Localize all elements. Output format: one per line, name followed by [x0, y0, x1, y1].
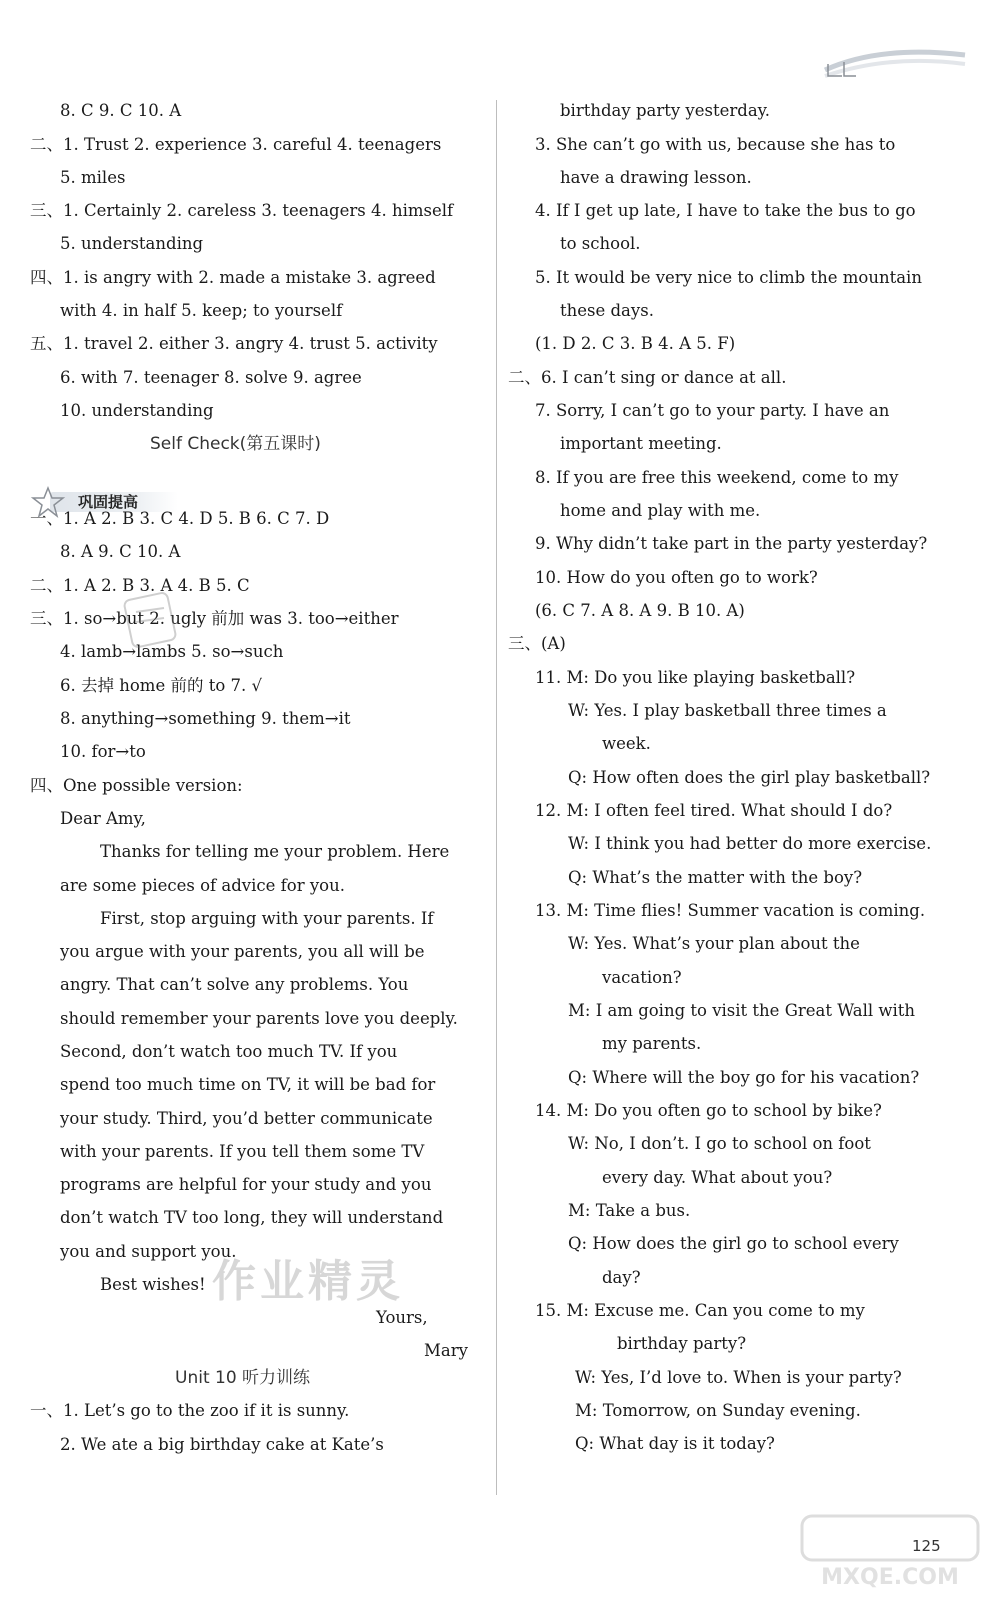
dialogue-line: every day. What about you? [602, 1168, 833, 1187]
watermark-text: 作业精灵 [212, 1256, 404, 1307]
answer-line: have a drawing lesson. [560, 168, 752, 187]
dialogue-line: Q: Where will the boy go for his vacation? [568, 1068, 920, 1087]
site-watermark-text: MXQE.COM [821, 1565, 959, 1590]
letter-line: Best wishes! [100, 1275, 206, 1294]
letter-line: programs are helpful for your study and you [60, 1175, 432, 1194]
letter-line: you and support you. [60, 1242, 237, 1261]
answer-line: 三、1. so→but 2. ugly 前加 was 3. too→either [30, 609, 399, 628]
answer-line: 2. We ate a big birthday cake at Kate’s [60, 1435, 384, 1454]
answer-line: 7. Sorry, I can’t go to your party. I have an [535, 401, 890, 420]
answer-line: 一、1. A 2. B 3. C 4. D 5. B 6. C 7. D [30, 509, 330, 528]
letter-line: Dear Amy, [60, 809, 146, 828]
letter-line: your study. Third, you’d better communicate [60, 1109, 433, 1128]
dialogue-line: my parents. [602, 1034, 702, 1053]
letter-line: Thanks for telling me your problem. Here [100, 842, 450, 861]
answer-line: 一、1. Let’s go to the zoo if it is sunny. [30, 1401, 350, 1420]
letter-line: spend too much time on TV, it will be bad for [60, 1075, 436, 1094]
answer-line: 3. She can’t go with us, because she has to [535, 135, 896, 154]
answer-line: birthday party yesterday. [560, 101, 771, 120]
answer-line: 四、1. is angry with 2. made a mistake 3. agreed [30, 268, 436, 287]
answer-line: 8. If you are free this weekend, come to my [535, 468, 899, 487]
answer-line: with 4. in half 5. keep; to yourself [60, 301, 343, 320]
letter-line: don’t watch TV too long, they will understand [60, 1208, 444, 1227]
dialogue-line: W: Yes. I play basketball three times a [568, 701, 887, 720]
answer-line: 四、One possible version: [30, 776, 243, 795]
dialogue-line: Q: How does the girl go to school every [568, 1234, 899, 1253]
letter-line: should remember your parents love you deeply. [60, 1009, 458, 1028]
letter-line: First, stop arguing with your parents. If [100, 909, 434, 928]
dialogue-line: Q: What’s the matter with the boy? [568, 868, 863, 887]
dialogue-line: vacation? [602, 968, 682, 987]
letter-line: with your parents. If you tell them some TV [60, 1142, 425, 1161]
dialogue-line: M: Tomorrow, on Sunday evening. [575, 1401, 861, 1420]
answer-line: 8. A 9. C 10. A [60, 542, 181, 561]
dialogue-line: 13. M: Time flies! Summer vacation is coming. [535, 901, 926, 920]
section-title: Unit 10 听力训练 [175, 1368, 311, 1388]
answer-line: important meeting. [560, 434, 722, 453]
answer-line: 5. understanding [60, 234, 204, 253]
answer-line: (1. D 2. C 3. B 4. A 5. F) [535, 334, 736, 353]
dialogue-line: Q: What day is it today? [575, 1434, 775, 1453]
answer-line: to school. [560, 234, 641, 253]
letter-line: Second, don’t watch too much TV. If you [60, 1042, 398, 1061]
corner-ornament-icon [820, 40, 970, 85]
dialogue-line: 12. M: I often feel tired. What should I do? [535, 801, 893, 820]
answer-line: 10. for→to [60, 742, 146, 761]
answer-line: 三、(A) [508, 634, 566, 653]
answer-line: 4. lamb→lambs 5. so→such [60, 642, 284, 661]
answer-line: 10. How do you often go to work? [535, 568, 818, 587]
dialogue-line: M: Take a bus. [568, 1201, 691, 1220]
letter-line: are some pieces of advice for you. [60, 876, 345, 895]
dialogue-line: W: Yes, I’d love to. When is your party? [575, 1368, 902, 1387]
answer-line: 8. anything→something 9. them→it [60, 709, 351, 728]
dialogue-line: birthday party? [617, 1334, 747, 1353]
answer-line: 五、1. travel 2. either 3. angry 4. trust 5. activity [30, 334, 438, 353]
answer-line: 6. with 7. teenager 8. solve 9. agree [60, 368, 362, 387]
dialogue-line: W: I think you had better do more exercise. [568, 834, 932, 853]
answer-line: home and play with me. [560, 501, 761, 520]
column-divider [496, 100, 497, 1495]
page-number: 125 [912, 1537, 941, 1555]
answer-line: these days. [560, 301, 654, 320]
letter-line: you argue with your parents, you all will be [60, 942, 425, 961]
letter-line: Yours, [376, 1308, 428, 1327]
answer-line: 9. Why didn’t take part in the party yesterday? [535, 534, 928, 553]
section-badge-label: 巩固提高 [78, 493, 139, 511]
answer-line: 4. If I get up late, I have to take the bus to go [535, 201, 916, 220]
stamp-watermark-icon [120, 590, 180, 650]
section-title: Self Check(第五课时) [150, 434, 321, 454]
site-logo-watermark [800, 1512, 980, 1592]
answer-line: 10. understanding [60, 401, 214, 420]
answer-line: 二、1. A 2. B 3. A 4. B 5. C [30, 576, 250, 595]
letter-line: angry. That can’t solve any problems. You [60, 975, 409, 994]
dialogue-line: day? [602, 1268, 641, 1287]
answer-line: 6. 去掉 home 前的 to 7. √ [60, 676, 263, 695]
dialogue-line: W: Yes. What’s your plan about the [568, 934, 860, 953]
answer-line: 8. C 9. C 10. A [60, 101, 182, 120]
dialogue-line: W: No, I don’t. I go to school on foot [568, 1134, 871, 1153]
dialogue-line: 11. M: Do you like playing basketball? [535, 668, 856, 687]
letter-line: Mary [424, 1341, 468, 1360]
dialogue-line: Q: How often does the girl play basketball? [568, 768, 931, 787]
answer-line: 二、6. I can’t sing or dance at all. [508, 368, 787, 387]
answer-line: (6. C 7. A 8. A 9. B 10. A) [535, 601, 745, 620]
dialogue-line: 15. M: Excuse me. Can you come to my [535, 1301, 865, 1320]
dialogue-line: week. [602, 734, 651, 753]
answer-line: 二、1. Trust 2. experience 3. careful 4. teenagers [30, 135, 442, 154]
answer-line: 5. It would be very nice to climb the mountain [535, 268, 922, 287]
dialogue-line: 14. M: Do you often go to school by bike? [535, 1101, 882, 1120]
answer-line: 5. miles [60, 168, 126, 187]
answer-line: 三、1. Certainly 2. careless 3. teenagers 4. himself [30, 201, 454, 220]
dialogue-line: M: I am going to visit the Great Wall with [568, 1001, 916, 1020]
